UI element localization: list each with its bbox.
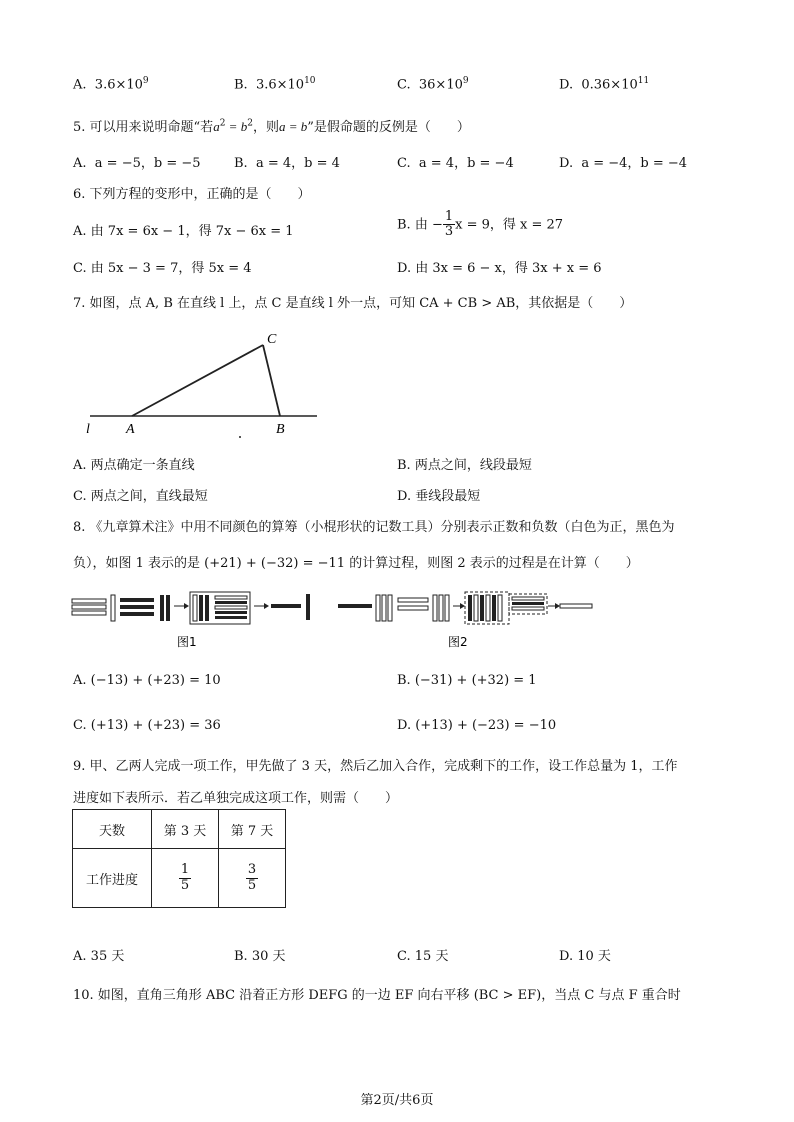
table-cell: $\frac{1}{5}$ [152,849,219,908]
q9-stem-line2: 进度如下表所示．若乙单独完成这项工作，则需（ ） [73,791,399,806]
q7-stem: 7. 如图，点 A, B 在直线 l 上，点 C 是直线 l 外一点，可知 CA + CB > AB，其依据是（ ） [73,296,633,311]
table-header-row [73,810,286,849]
q9-option-c: C. 15 天 [397,949,449,964]
table-header-cell: 天数 [73,810,152,849]
figure-2 [338,592,592,649]
table-header-cell: 第 3 天 [152,810,219,849]
q9-option-b: B. 30 天 [234,949,286,964]
stray-dot [239,436,241,438]
q6-option-a: A. 由 7x = 6x − 1，得 7x − 6x = 1 [73,224,294,239]
figure-1-caption: 图1 [177,635,197,649]
q8-option-c: C. (+13) + (+23) = 36 [73,718,221,733]
table-row [73,849,286,908]
q8-stem-line1: 8. 《九章算术注》中用不同颜色的算筹（小棍形状的记数工具）分别表示正数和负数（白色为正，黑色为 [73,520,675,535]
q8-counting-rods-figures [70,590,610,650]
label-b: B [276,422,285,437]
figure-1 [72,592,310,649]
label-l: l [86,422,90,437]
q5-option-d: D. a = −4，b = −4 [559,156,688,171]
q5-option-c: C. a = 4，b = −4 [397,156,514,171]
q4-option-c: C. $36\times 10^9$ [397,76,469,93]
q5-option-b: B. a = 4，b = 4 [234,156,340,171]
q7-figure [80,325,330,440]
figure-2-caption: 图2 [448,635,468,649]
q6-option-b: B. 由 − $\frac{1}{3}$ x = 9，得 x = 27 [397,209,564,240]
q4-option-d: D. $0.36\times 10^{11}$ [559,76,650,93]
q6-option-c: C. 由 5x − 3 = 7，得 5x = 4 [73,261,252,276]
segment-ac [132,345,263,416]
q6-stem: 6. 下列方程的变形中，正确的是（ ） [73,187,311,202]
q7-option-c: C. 两点之间，直线最短 [73,489,208,504]
q8-stem-line2: 负），如图 1 表示的是 (+21) + (−32) = −11 的计算过程，则图 2 表示的过程是在计算（ ） [73,556,639,571]
q7-option-b: B. 两点之间，线段最短 [397,458,532,473]
fraction: $\frac{1}{3}$ [444,209,454,240]
label-a: A [126,422,135,437]
label-c: C [267,332,277,347]
q5-option-a: A. a = −5，b = −5 [73,156,201,171]
q4-option-b: B. $3.6\times 10^{10}$ [234,76,316,93]
table-header-cell: 第 7 天 [219,810,286,849]
q7-option-d: D. 垂线段最短 [397,489,481,504]
q9-stem-line1: 9. 甲、乙两人完成一项工作，甲先做了 3 天，然后乙加入合作，完成剩下的工作，设工作总量为 1，工作 [73,759,678,774]
q6-option-d: D. 由 3x = 6 − x，得 3x + x = 6 [397,261,602,276]
q8-option-a: A. (−13) + (+23) = 10 [73,673,221,688]
q5-stem: 5. 可以用来说明命题“若$a^2 = b^2$，则a = b”是假命题的反例是（ ） [73,118,470,135]
page-number: 第2页/共6页 [360,1093,434,1108]
table-cell: $\frac{3}{5}$ [219,849,286,908]
progress-table [72,809,286,908]
q10-stem: 10. 如图，直角三角形 ABC 沿着正方形 DEFG 的一边 EF 向右平移 (BC > EF)，当点 C 与点 F 重合时 [73,988,681,1003]
q7-option-a: A. 两点确定一条直线 [73,458,195,473]
table-row-label: 工作进度 [73,849,152,908]
q8-option-d: D. (+13) + (−23) = −10 [397,718,557,733]
q9-option-d: D. 10 天 [559,949,611,964]
q8-option-b: B. (−31) + (+32) = 1 [397,673,537,688]
q4-option-a: A. $3.6\times 10^9$ [73,76,149,93]
segment-cb [263,345,280,416]
q9-option-a: A. 35 天 [73,949,125,964]
